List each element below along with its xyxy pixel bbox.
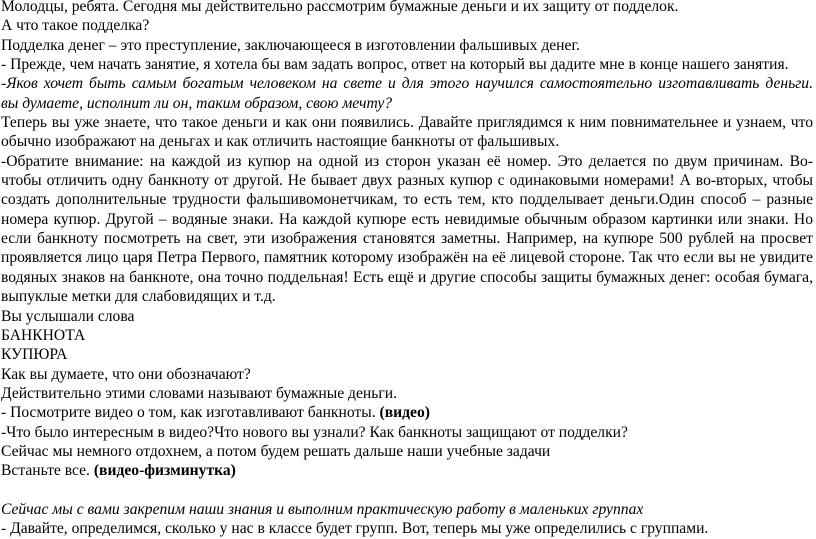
text-line: Теперь вы уже знаете, что такое деньги и как они появились. Давайте приглядимся к ним повнимательнее и узнаем, что bbox=[1, 114, 813, 132]
text-line bbox=[1, 403, 813, 422]
text-line: выпуклые метки для слабовидящих и т.д. bbox=[1, 288, 276, 306]
text-line: -Что было интересным в видео?Что нового вы узнали? Как банкноты защищают от подделки? bbox=[1, 423, 628, 441]
text-line: -Обратите внимание: на каждой из купюр на одной из сторон указан её номер. Это делается по двум причинам. Во- bbox=[1, 152, 813, 170]
text-line: проявляется лицо царя Петра Первого, памятник которому изображён на её лицевой стороне. Так что если вы не увидите bbox=[1, 249, 813, 267]
text-segment: - Посмотрите видео о том, как изготавливают банкноты. bbox=[1, 404, 376, 422]
vocabulary-word: КУПЮРА bbox=[1, 346, 68, 364]
video-marker: (видео) bbox=[379, 404, 430, 422]
text-line: Как вы думаете, что они обозначают? bbox=[1, 365, 251, 383]
text-line: чтобы отличить одну банкноту от другой. Не бывает двух разных купюр с одинаковыми номерами! А во-вторых, чтобы bbox=[1, 172, 813, 190]
text-line: Сейчас мы немного отдохнем, а потом будем решать дальше наши учебные задачи bbox=[1, 442, 551, 460]
text-line: обычно изображают на деньгах и как отличить настоящие банкноты от фальшивых. bbox=[1, 133, 560, 151]
text-line: создать дополнительные трудности фальшивомонетчикам, то есть тем, кто подделывает деньги.Один способ – разные bbox=[1, 191, 813, 209]
text-line: А что такое подделка? bbox=[1, 17, 150, 35]
text-line: - Прежде, чем начать занятие, я хотела бы вам задать вопрос, ответ на который вы дадите мне в конце нашего занятия. bbox=[1, 56, 789, 74]
document-page bbox=[1, 0, 813, 539]
text-line bbox=[1, 461, 813, 480]
text-line: - Давайте, определимся, сколько у нас в классе будет групп. Вот, теперь мы уже определились с группами. bbox=[1, 520, 709, 538]
italic-question-line: -Яков хочет быть самым богатым человеком на свете и для этого научился самостоятельно изготавливать деньги. bbox=[1, 75, 813, 93]
italic-instruction-line: Сейчас мы с вами закрепим наши знания и выполним практическую работу в маленьких группах bbox=[1, 500, 644, 518]
blank-line bbox=[1, 481, 813, 500]
text-line: водяных знаков на банкноте, она точно поддельная! Есть ещё и другие способы защиты бумажных денег: особая бумага, bbox=[1, 268, 813, 286]
italic-question-line: вы думаете, исполнит ли он, таким образом, свою мечту? bbox=[1, 94, 393, 112]
text-line: Подделка денег – это преступление, заключающееся в изготовлении фальшивых денег. bbox=[1, 36, 580, 54]
text-line: Вы услышали слова bbox=[1, 307, 135, 325]
text-segment: Встаньте все. bbox=[1, 462, 90, 480]
vocabulary-word: БАНКНОТА bbox=[1, 326, 86, 344]
text-line: Молодцы, ребята. Сегодня мы действительно рассмотрим бумажные деньги и их защиту от подделок. bbox=[1, 0, 679, 15]
exercise-video-marker: (видео-физминутка) bbox=[93, 462, 236, 480]
text-line: если банкноту посмотреть на свет, эти изображения становятся заметны. Например, на купюре 500 рублей на просвет bbox=[1, 230, 813, 248]
text-line: номера купюр. Другой – водяные знаки. На каждой купюре есть невидимые обычным образом картинки или знаки. Но bbox=[1, 210, 813, 228]
text-line: Действительно этими словами называют бумажные деньги. bbox=[1, 384, 397, 402]
